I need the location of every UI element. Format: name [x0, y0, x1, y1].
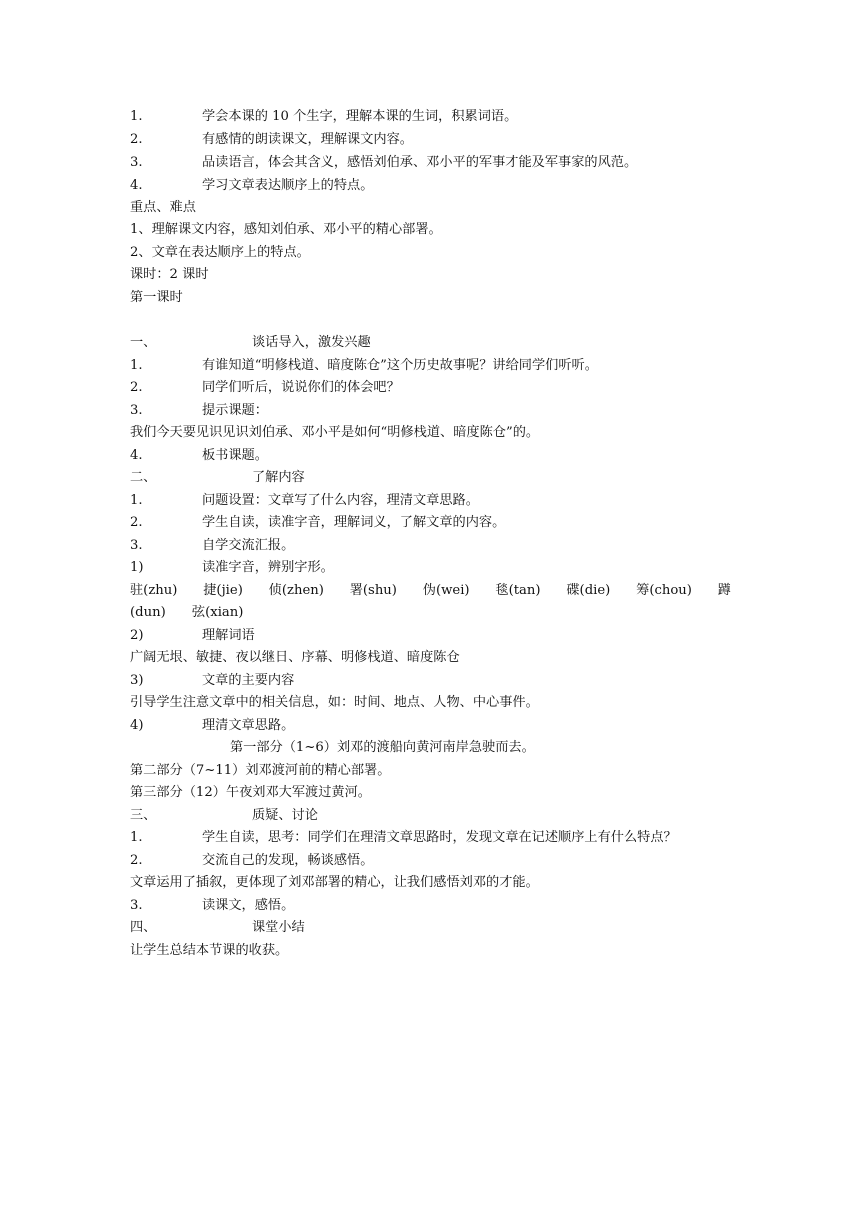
pinyin-item: 捷(jie)	[203, 583, 243, 598]
list-number: 3)	[130, 673, 144, 688]
section-title: 了解内容	[252, 470, 305, 485]
list-number: 2.	[130, 132, 143, 147]
list-text: 品读语言，体会其含义，感悟刘伯承、邓小平的军事才能及军事家的风范。	[202, 155, 638, 170]
class-hours: 课时：2 课时	[130, 267, 209, 282]
list-text: 自学交流汇报。	[202, 538, 295, 553]
list-text: 学生自读，思考：同学们在理清文章思路时，发现文章在记述顺序上有什么特点？	[202, 830, 677, 845]
lesson-title: 第一课时	[130, 290, 183, 305]
list-number: 2)	[130, 628, 144, 643]
list-text: 理清文章思路。	[202, 718, 295, 733]
pinyin-item: 伪(wei)	[422, 583, 470, 598]
list-text: 理解词语	[202, 628, 255, 643]
list-text: 有谁知道“明修栈道、暗度陈仓”这个历史故事呢？讲给同学们听听。	[202, 358, 598, 373]
section-number: 三、	[130, 808, 157, 823]
list-text: 学会本课的 10 个生字，理解本课的生词，积累词语。	[202, 109, 518, 124]
list-text: 学习文章表达顺序上的特点。	[202, 178, 374, 193]
pinyin-item: 弦(xian)	[191, 605, 244, 620]
pinyin-item: 筹(chou)	[636, 583, 692, 598]
list-text: 文章的主要内容	[202, 673, 295, 688]
part-3: 第三部分（12）午夜刘邓大军渡过黄河。	[130, 785, 371, 800]
list-number: 4.	[130, 448, 143, 463]
section-number: 四、	[130, 920, 157, 935]
pinyin-item: (dun)	[130, 605, 166, 620]
pinyin-item: 毯(tan)	[495, 583, 541, 598]
key-point-2: 2、文章在表达顺序上的特点。	[130, 245, 310, 260]
list-number: 4.	[130, 178, 143, 193]
section-number: 一、	[130, 335, 157, 350]
list-text: 交流自己的发现，畅谈感悟。	[202, 853, 374, 868]
pinyin-item: 署(shu)	[349, 583, 397, 598]
pinyin-item: 侦(zhen)	[268, 583, 324, 598]
list-number: 3.	[130, 155, 143, 170]
section-1-intro: 我们今天要见识见识刘伯承、邓小平是如何“明修栈道、暗度陈仓”的。	[130, 425, 540, 440]
pinyin-list-row-1	[130, 583, 731, 599]
guide-text: 引导学生注意文章中的相关信息，如：时间、地点、人物、中心事件。	[130, 695, 539, 710]
list-text: 读课文，感悟。	[202, 898, 295, 913]
list-text: 同学们听后，说说你们的体会吧？	[202, 380, 400, 395]
pinyin-list-row-2	[130, 605, 265, 621]
list-text: 板书课题。	[202, 448, 268, 463]
list-number: 2.	[130, 380, 143, 395]
key-points-heading: 重点、难点	[130, 200, 196, 215]
list-number: 2.	[130, 515, 143, 530]
section-title: 课堂小结	[252, 920, 305, 935]
list-text: 有感情的朗读课文，理解课文内容。	[202, 132, 413, 147]
section-3-note: 文章运用了插叙，更体现了刘邓部署的精心，让我们感悟刘邓的才能。	[130, 875, 539, 890]
list-text: 读准字音，辨别字形。	[202, 560, 334, 575]
list-number: 1.	[130, 493, 143, 508]
list-text: 学生自读，读准字音，理解词义，了解文章的内容。	[202, 515, 506, 530]
vocab-list: 广阔无垠、敏捷、夜以继日、序幕、明修栈道、暗度陈仓	[130, 650, 460, 665]
key-point-1: 1、理解课文内容，感知刘伯承、邓小平的精心部署。	[130, 222, 442, 237]
list-number: 4)	[130, 718, 144, 733]
list-number: 1.	[130, 358, 143, 373]
list-number: 1.	[130, 109, 143, 124]
part-1: 第一部分（1~6）刘邓的渡船向黄河南岸急驶而去。	[230, 740, 535, 755]
section-number: 二、	[130, 470, 157, 485]
pinyin-item: 蹲	[717, 583, 731, 598]
section-4-text: 让学生总结本节课的收获。	[130, 943, 289, 958]
pinyin-item: 驻(zhu)	[130, 583, 178, 598]
list-number: 1.	[130, 830, 143, 845]
list-text: 问题设置：文章写了什么内容，理清文章思路。	[202, 493, 479, 508]
part-2: 第二部分（7~11）刘邓渡河前的精心部署。	[130, 763, 391, 778]
list-number: 1)	[130, 560, 144, 575]
section-title: 谈话导入，激发兴趣	[252, 335, 371, 350]
list-number: 3.	[130, 403, 143, 418]
list-number: 3.	[130, 538, 143, 553]
list-number: 2.	[130, 853, 143, 868]
list-number: 3.	[130, 898, 143, 913]
list-text: 提示课题：	[202, 403, 268, 418]
pinyin-item: 碟(die)	[566, 583, 611, 598]
section-title: 质疑、讨论	[252, 808, 318, 823]
